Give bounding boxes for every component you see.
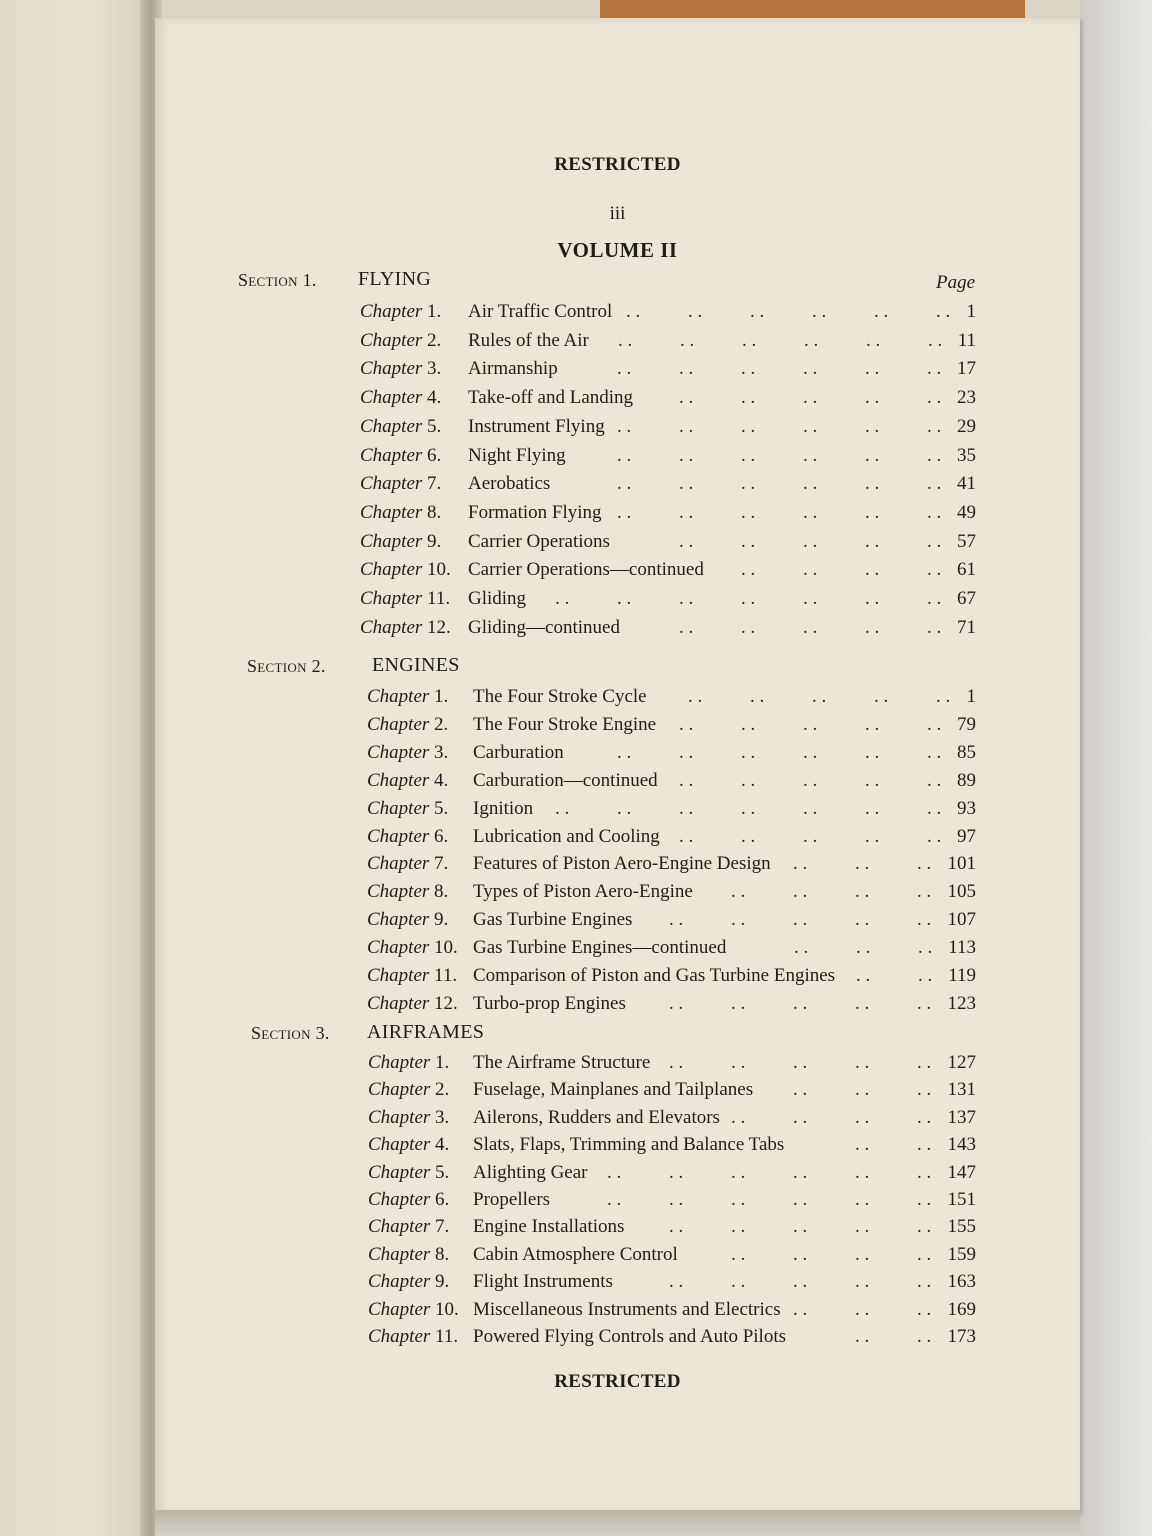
dot-leader: . . . . . . . . . . — [688, 686, 951, 707]
toc-entry[interactable] — [368, 1052, 976, 1078]
chapter-number: Chapter 3. — [368, 1107, 450, 1128]
dot-leader: . . . . . . . . . . — [669, 1271, 932, 1292]
dot-leader: . . . . . . . . . . . . . . — [555, 798, 942, 819]
chapter-title: Gas Turbine Engines — [473, 909, 633, 930]
chapter-page-number: 57 — [957, 531, 976, 552]
chapter-number: Chapter 5. — [360, 416, 442, 437]
chapter-page-number: 105 — [947, 881, 976, 902]
dot-leader: . . . . . . . . . . . . — [618, 330, 943, 351]
dot-leader: . . . . . . . . . . — [669, 1216, 932, 1237]
chapter-title: The Airframe Structure — [473, 1052, 651, 1073]
chapter-number: Chapter 6. — [368, 1189, 450, 1210]
chapter-page-number: 79 — [957, 714, 976, 735]
chapter-number: Chapter 4. — [367, 770, 449, 791]
chapter-page-number: 1 — [966, 301, 976, 322]
toc-entry[interactable] — [360, 559, 976, 585]
chapter-title: Rules of the Air — [468, 330, 589, 351]
toc-entry[interactable] — [368, 1299, 976, 1325]
facing-page — [0, 0, 160, 1536]
dot-leader: . . . . . . . . . . . . — [617, 742, 942, 763]
dot-leader: . . . . . . — [794, 937, 933, 958]
chapter-number: Chapter 6. — [367, 826, 449, 847]
chapter-number: Chapter 10. — [360, 559, 451, 580]
chapter-number: Chapter 9. — [367, 909, 449, 930]
chapter-title: Fuselage, Mainplanes and Tailplanes — [473, 1079, 754, 1100]
toc-entry[interactable] — [367, 993, 976, 1019]
toc-entry[interactable] — [368, 1107, 976, 1133]
chapter-number: Chapter 10. — [368, 1299, 459, 1320]
chapter-number: Chapter 5. — [368, 1162, 450, 1183]
chapter-title: Carrier Operations—continued — [468, 559, 704, 580]
chapter-title: Features of Piston Aero-Engine Design — [473, 853, 771, 874]
chapter-number: Chapter 4. — [368, 1134, 450, 1155]
chapter-title: Ignition — [473, 798, 534, 819]
dot-leader: . . . . — [855, 1134, 932, 1155]
chapter-page-number: 71 — [957, 617, 976, 638]
chapter-title: Airmanship — [468, 358, 558, 379]
toc-entry[interactable] — [368, 1189, 976, 1215]
chapter-title: Instrument Flying — [468, 416, 605, 437]
chapter-number: Chapter 12. — [367, 993, 458, 1014]
dot-leader: . . . . . . . . . . — [669, 909, 932, 930]
toc-entry[interactable] — [367, 881, 976, 907]
chapter-page-number: 23 — [957, 387, 976, 408]
dot-leader: . . . . . . . . — [731, 881, 932, 902]
toc-entry[interactable] — [368, 1216, 976, 1242]
chapter-number: Chapter 1. — [360, 301, 442, 322]
chapter-page-number: 85 — [957, 742, 976, 763]
chapter-title: Carrier Operations — [468, 531, 610, 552]
chapter-page-number: 93 — [957, 798, 976, 819]
chapter-page-number: 123 — [947, 993, 976, 1014]
toc-entry[interactable] — [360, 531, 976, 557]
dot-leader: . . . . . . . . . . . . — [617, 358, 942, 379]
toc-entry[interactable] — [368, 1162, 976, 1188]
dot-leader: . . . . . . . . . . . . — [617, 502, 942, 523]
chapter-number: Chapter 8. — [367, 881, 449, 902]
volume-title: VOLUME II — [557, 238, 678, 262]
toc-entry[interactable] — [360, 330, 976, 356]
page-shadow — [155, 1510, 1080, 1536]
chapter-title: Miscellaneous Instruments and Electrics — [473, 1299, 781, 1320]
toc-entry[interactable] — [360, 416, 976, 442]
chapter-title: Gliding—continued — [468, 617, 620, 638]
chapter-number: Chapter 10. — [367, 937, 458, 958]
chapter-page-number: 147 — [947, 1162, 976, 1183]
chapter-title: Air Traffic Control — [468, 301, 613, 322]
chapter-number: Chapter 4. — [360, 387, 442, 408]
chapter-page-number: 155 — [947, 1216, 976, 1237]
toc-entry[interactable] — [368, 1244, 976, 1270]
dot-leader: . . . . . . . . . . — [679, 531, 942, 552]
chapter-title: Slats, Flaps, Trimming and Balance Tabs — [473, 1134, 785, 1155]
chapter-page-number: 169 — [947, 1299, 976, 1320]
chapter-number: Chapter 11. — [360, 588, 451, 609]
section-title: FLYING — [358, 268, 432, 290]
toc-entry[interactable] — [368, 1134, 976, 1160]
chapter-page-number: 113 — [948, 937, 976, 958]
chapter-number: Chapter 8. — [368, 1244, 450, 1265]
chapter-number: Chapter 12. — [360, 617, 451, 638]
toc-entry[interactable] — [367, 798, 976, 824]
chapter-title: Carburation—continued — [473, 770, 658, 791]
dot-leader: . . . . . . . . . . . . — [617, 416, 942, 437]
chapter-title: Carburation — [473, 742, 564, 763]
chapter-page-number: 17 — [957, 358, 976, 379]
chapter-title: Alighting Gear — [473, 1162, 588, 1183]
toc-entry[interactable] — [367, 909, 976, 935]
chapter-title: Formation Flying — [468, 502, 602, 523]
chapter-page-number: 137 — [947, 1107, 976, 1128]
dot-leader: . . . . . . . . . . — [669, 1052, 932, 1073]
chapter-page-number: 89 — [957, 770, 976, 791]
dot-leader: . . . . . . . . . . . . . . — [555, 588, 942, 609]
toc-entry[interactable] — [368, 1326, 976, 1352]
dot-leader: . . . . . . . . . . — [679, 770, 942, 791]
chapter-number: Chapter 9. — [360, 531, 442, 552]
dot-leader: . . . . . . — [793, 853, 932, 874]
chapter-title: Flight Instruments — [473, 1271, 613, 1292]
chapter-page-number: 29 — [957, 416, 976, 437]
chapter-number: Chapter 11. — [367, 965, 458, 986]
chapter-page-number: 151 — [947, 1189, 976, 1210]
toc-entry[interactable] — [360, 445, 976, 471]
section-title: ENGINES — [372, 654, 460, 676]
chapter-number: Chapter 7. — [367, 853, 449, 874]
toc-entry[interactable] — [367, 770, 976, 796]
chapter-title: Turbo-prop Engines — [473, 993, 626, 1014]
toc-entry[interactable] — [360, 387, 976, 413]
chapter-number: Chapter 3. — [367, 742, 449, 763]
chapter-page-number: 67 — [957, 588, 976, 609]
chapter-page-number: 61 — [957, 559, 976, 580]
toc-entry[interactable] — [367, 937, 976, 963]
chapter-title: Comparison of Piston and Gas Turbine Engines — [473, 965, 836, 986]
chapter-title: Aerobatics — [468, 473, 551, 494]
chapter-number: Chapter 5. — [367, 798, 449, 819]
chapter-number: Chapter 7. — [360, 473, 442, 494]
chapter-number: Chapter 8. — [360, 502, 442, 523]
page-column-label: Page — [936, 272, 976, 293]
dot-leader: . . . . . . . . . . . . — [617, 445, 942, 466]
chapter-title: Types of Piston Aero-Engine — [473, 881, 693, 902]
toc-entry[interactable] — [367, 853, 976, 879]
chapter-title: The Four Stroke Cycle — [473, 686, 647, 707]
chapter-page-number: 49 — [957, 502, 976, 523]
section-label: Section 2. — [247, 656, 326, 676]
chapter-number: Chapter 11. — [368, 1326, 459, 1347]
toc-entry[interactable] — [367, 742, 976, 768]
dot-leader: . . . . . . — [793, 1299, 932, 1320]
toc-entry[interactable] — [367, 714, 976, 740]
chapter-title: Powered Flying Controls and Auto Pilots — [473, 1326, 786, 1347]
chapter-page-number: 127 — [947, 1052, 976, 1073]
dot-leader: . . . . . . . . — [741, 559, 942, 580]
chapter-title: Gliding — [468, 588, 527, 609]
toc-entry[interactable] — [360, 358, 976, 384]
chapter-page-number: 163 — [947, 1271, 976, 1292]
dot-leader: . . . . . . . . . . . . — [617, 473, 942, 494]
dot-leader: . . . . . . . . . . . . — [607, 1189, 932, 1210]
chapter-page-number: 159 — [947, 1244, 976, 1265]
dot-leader: . . . . — [856, 965, 933, 986]
dot-leader: . . . . — [855, 1326, 932, 1347]
section-title: AIRFRAMES — [367, 1021, 485, 1043]
section-label: Section 3. — [251, 1023, 330, 1043]
chapter-page-number: 41 — [957, 473, 976, 494]
toc-entry[interactable] — [360, 301, 976, 327]
dot-leader: . . . . . . . . . . — [679, 617, 942, 638]
dot-leader: . . . . . . . . . . — [679, 714, 942, 735]
chapter-number: Chapter 2. — [367, 714, 449, 735]
toc-entry[interactable] — [368, 1079, 976, 1105]
chapter-title: Engine Installations — [473, 1216, 625, 1237]
chapter-number: Chapter 1. — [367, 686, 449, 707]
chapter-page-number: 131 — [947, 1079, 976, 1100]
toc-entry[interactable] — [360, 502, 976, 528]
toc-entry[interactable] — [367, 686, 976, 712]
dot-leader: . . . . . . . . . . — [679, 826, 942, 847]
toc-entry[interactable] — [360, 588, 976, 614]
toc-entry[interactable] — [360, 473, 976, 499]
chapter-page-number: 173 — [947, 1326, 976, 1347]
dot-leader: . . . . . . . . . . — [669, 993, 932, 1014]
chapter-page-number: 107 — [947, 909, 976, 930]
dot-leader: . . . . . . . . — [731, 1107, 932, 1128]
dot-leader: . . . . . . — [793, 1079, 932, 1100]
toc-entry[interactable] — [367, 826, 976, 852]
chapter-page-number: 97 — [957, 826, 976, 847]
chapter-page-number: 119 — [948, 965, 976, 986]
chapter-title: Night Flying — [468, 445, 566, 466]
chapter-title: Ailerons, Rudders and Elevators — [473, 1107, 720, 1128]
chapter-page-number: 11 — [957, 330, 976, 351]
chapter-page-number: 101 — [947, 853, 976, 874]
dot-leader: . . . . . . . . — [731, 1244, 932, 1265]
toc-entry[interactable] — [368, 1271, 976, 1297]
footer-restricted-label: RESTRICTED — [554, 1371, 681, 1392]
header-restricted-label: RESTRICTED — [554, 154, 681, 175]
toc-entry[interactable] — [360, 617, 976, 643]
chapter-title: Cabin Atmosphere Control — [473, 1244, 678, 1265]
page-number: iii — [609, 203, 626, 224]
chapter-title: Propellers — [473, 1189, 551, 1210]
chapter-title: Gas Turbine Engines—continued — [473, 937, 727, 958]
chapter-title: The Four Stroke Engine — [473, 714, 657, 735]
dot-leader: . . . . . . . . . . — [679, 387, 942, 408]
chapter-title: Lubrication and Cooling — [473, 826, 660, 847]
chapter-number: Chapter 2. — [360, 330, 442, 351]
chapter-title: Take-off and Landing — [468, 387, 634, 408]
chapter-page-number: 35 — [957, 445, 976, 466]
chapter-number: Chapter 2. — [368, 1079, 450, 1100]
chapter-number: Chapter 7. — [368, 1216, 450, 1237]
chapter-page-number: 1 — [966, 686, 976, 707]
chapter-number: Chapter 1. — [368, 1052, 450, 1073]
chapter-number: Chapter 6. — [360, 445, 442, 466]
section-label: Section 1. — [238, 270, 317, 290]
dot-leader: . . . . . . . . . . . . — [607, 1162, 932, 1183]
toc-entry[interactable] — [367, 965, 976, 991]
chapter-page-number: 143 — [947, 1134, 976, 1155]
chapter-number: Chapter 3. — [360, 358, 442, 379]
chapter-number: Chapter 9. — [368, 1271, 450, 1292]
dot-leader: . . . . . . . . . . . . — [626, 301, 951, 322]
background — [1080, 0, 1152, 1536]
